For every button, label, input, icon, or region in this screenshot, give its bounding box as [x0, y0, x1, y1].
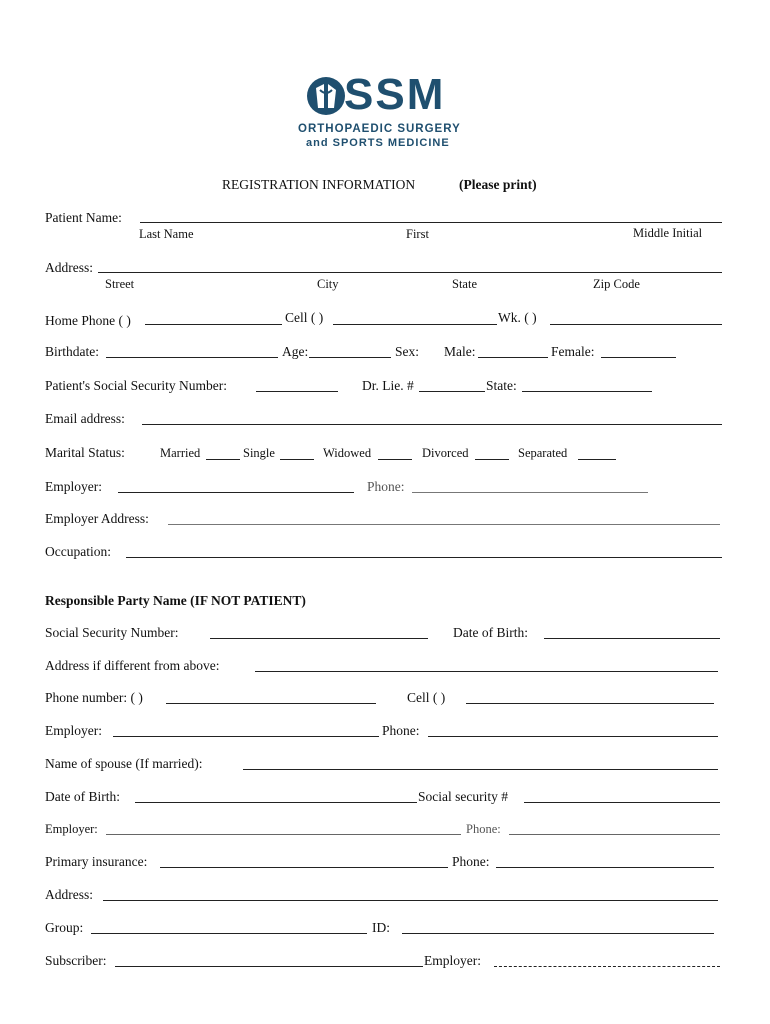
- resp-employer-phone-label: Phone:: [382, 723, 420, 738]
- logo-tagline-1: ORTHOPAEDIC SURGERY: [298, 123, 461, 135]
- sex-label: Sex:: [395, 344, 420, 359]
- dr-lic-label: Dr. Lie. #: [362, 378, 414, 393]
- group-label: Group:: [45, 920, 84, 935]
- logo-brand: SSM: [344, 70, 446, 119]
- dr-lic-state-label: State:: [486, 378, 517, 393]
- logo-tagline-2: and SPORTS MEDICINE: [306, 137, 450, 149]
- separated-label: Separated: [518, 446, 568, 460]
- state-caption: State: [452, 277, 477, 291]
- resp-cell-field[interactable]: [466, 703, 714, 704]
- resp-phone-label: Phone number: ( ): [45, 690, 143, 705]
- subscriber-employer-field[interactable]: [494, 966, 720, 967]
- resp-ssn-field[interactable]: [210, 638, 428, 639]
- employer-phone-label: Phone:: [367, 479, 405, 494]
- insurance-phone-label: Phone:: [452, 854, 490, 869]
- cell-phone-field[interactable]: [333, 324, 497, 325]
- primary-insurance-label: Primary insurance:: [45, 854, 148, 869]
- employer-label: Employer:: [45, 479, 102, 494]
- employer-field[interactable]: [118, 492, 354, 493]
- dr-lic-field[interactable]: [419, 391, 485, 392]
- female-field[interactable]: [601, 357, 676, 358]
- spouse-name-field[interactable]: [243, 769, 718, 770]
- spouse-dob-field[interactable]: [135, 802, 417, 803]
- patient-name-label: Patient Name:: [45, 210, 122, 225]
- divorced-field[interactable]: [475, 459, 509, 460]
- employer-address-label: Employer Address:: [45, 511, 149, 526]
- age-field[interactable]: [309, 357, 391, 358]
- id-field[interactable]: [402, 933, 714, 934]
- patient-ssn-label: Patient's Social Security Number:: [45, 378, 228, 393]
- resp-ssn-label: Social Security Number:: [45, 625, 179, 640]
- work-phone-label: Wk. ( ): [498, 310, 537, 325]
- resp-address-field[interactable]: [255, 671, 718, 672]
- subscriber-field[interactable]: [115, 966, 423, 967]
- home-phone-field[interactable]: [145, 324, 282, 325]
- last-name-caption: Last Name: [139, 227, 194, 241]
- single-field[interactable]: [280, 459, 314, 460]
- divorced-label: Divorced: [422, 446, 469, 460]
- city-caption: City: [317, 277, 339, 291]
- resp-phone-field[interactable]: [166, 703, 376, 704]
- primary-insurance-field[interactable]: [160, 867, 448, 868]
- widowed-label: Widowed: [323, 446, 372, 460]
- resp-dob-field[interactable]: [544, 638, 720, 639]
- employer-address-field[interactable]: [168, 524, 720, 525]
- resp-cell-label: Cell ( ): [407, 690, 446, 705]
- dr-lic-state-field[interactable]: [522, 391, 652, 392]
- married-label: Married: [160, 446, 201, 460]
- single-label: Single: [243, 446, 275, 460]
- patient-ssn-field[interactable]: [256, 391, 338, 392]
- spouse-phone-field[interactable]: [509, 834, 720, 835]
- insurance-address-label: Address:: [45, 887, 93, 902]
- street-caption: Street: [105, 277, 135, 291]
- spouse-employer-label: Employer:: [45, 822, 98, 836]
- occupation-field[interactable]: [126, 557, 722, 558]
- spouse-ss-label: Social security #: [418, 789, 508, 804]
- responsible-party-heading: Responsible Party Name (IF NOT PATIENT): [45, 593, 306, 608]
- occupation-label: Occupation:: [45, 544, 111, 559]
- home-phone-label: Home Phone ( ): [45, 313, 131, 328]
- birthdate-field[interactable]: [106, 357, 278, 358]
- cell-phone-label: Cell ( ): [285, 310, 324, 325]
- widowed-field[interactable]: [378, 459, 412, 460]
- email-field[interactable]: [142, 424, 722, 425]
- subscriber-label: Subscriber:: [45, 953, 107, 968]
- insurance-phone-field[interactable]: [496, 867, 714, 868]
- spouse-dob-label: Date of Birth:: [45, 789, 120, 804]
- form-title: REGISTRATION INFORMATION: [222, 177, 416, 192]
- spouse-name-label: Name of spouse (If married):: [45, 756, 203, 771]
- address-field[interactable]: [98, 272, 722, 273]
- spouse-phone-label: Phone:: [466, 822, 501, 836]
- employer-phone-field[interactable]: [412, 492, 648, 493]
- form-title-note: (Please print): [459, 177, 537, 192]
- male-field[interactable]: [478, 357, 548, 358]
- id-label: ID:: [372, 920, 390, 935]
- resp-address-label: Address if different from above:: [45, 658, 220, 673]
- middle-initial-caption: Middle Initial: [633, 226, 703, 240]
- male-label: Male:: [444, 344, 476, 359]
- zip-caption: Zip Code: [593, 277, 640, 291]
- resp-dob-label: Date of Birth:: [453, 625, 528, 640]
- separated-field[interactable]: [578, 459, 616, 460]
- group-field[interactable]: [91, 933, 367, 934]
- patient-name-field[interactable]: [140, 222, 722, 223]
- resp-employer-phone-field[interactable]: [428, 736, 718, 737]
- married-field[interactable]: [206, 459, 240, 460]
- subscriber-employer-label: Employer:: [424, 953, 481, 968]
- spouse-ss-field[interactable]: [524, 802, 720, 803]
- email-label: Email address:: [45, 411, 125, 426]
- ssm-logo-icon: [306, 76, 346, 116]
- address-label: Address:: [45, 260, 93, 275]
- spouse-employer-field[interactable]: [106, 834, 461, 835]
- work-phone-field[interactable]: [550, 324, 722, 325]
- birthdate-label: Birthdate:: [45, 344, 99, 359]
- first-name-caption: First: [406, 227, 429, 241]
- female-label: Female:: [551, 344, 595, 359]
- resp-employer-field[interactable]: [113, 736, 379, 737]
- resp-employer-label: Employer:: [45, 723, 102, 738]
- age-label: Age:: [282, 344, 309, 359]
- marital-status-label: Marital Status:: [45, 445, 125, 460]
- insurance-address-field[interactable]: [103, 900, 718, 901]
